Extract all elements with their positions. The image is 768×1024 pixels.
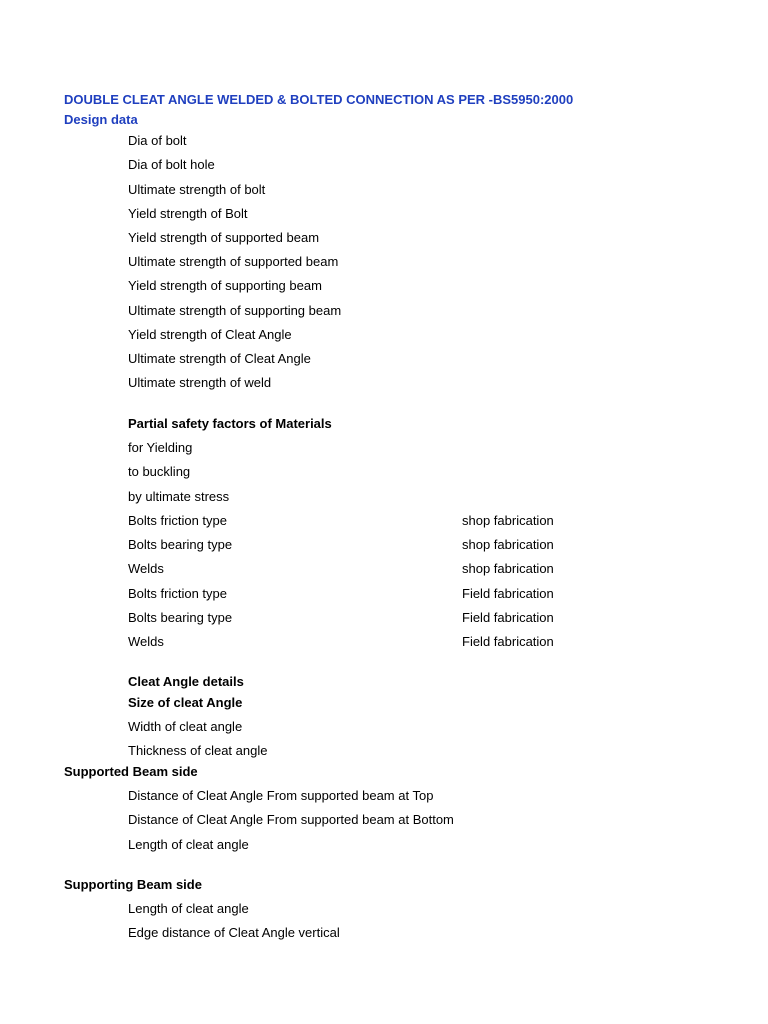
design-item: Dia of bolt hole: [128, 157, 215, 172]
safety-item-note: shop fabrication: [462, 513, 554, 528]
cleat-angle-item: Width of cleat angle: [128, 719, 243, 734]
safety-item-label: Welds: [128, 634, 164, 649]
cleat-angle-heading: Cleat Angle details: [128, 674, 244, 689]
design-item: Ultimate strength of weld: [128, 375, 272, 390]
cleat-angle-subheading: Size of cleat Angle: [128, 695, 243, 710]
safety-item-label: Bolts bearing type: [128, 610, 233, 625]
design-item: Ultimate strength of supporting beam: [128, 303, 342, 318]
design-item: Ultimate strength of Cleat Angle: [128, 351, 311, 366]
safety-item-label: for Yielding: [128, 440, 193, 455]
safety-item-label: Bolts bearing type: [128, 537, 233, 552]
design-item: Yield strength of Cleat Angle: [128, 327, 292, 342]
safety-item-label: Bolts friction type: [128, 513, 227, 528]
safety-item-label: by ultimate stress: [128, 489, 230, 504]
safety-item-note: Field fabrication: [462, 634, 554, 649]
safety-item-label: Welds: [128, 561, 164, 576]
supported-beam-item: Distance of Cleat Angle From supported beam at Top: [128, 788, 434, 803]
supporting-beam-heading: Supporting Beam side: [64, 877, 202, 892]
design-item: Yield strength of Bolt: [128, 206, 248, 221]
supporting-beam-item: Edge distance of Cleat Angle vertical: [128, 925, 340, 940]
safety-item-note: Field fabrication: [462, 610, 554, 625]
safety-item-label: to buckling: [128, 464, 191, 479]
design-item: Yield strength of supporting beam: [128, 278, 322, 293]
safety-item-note: shop fabrication: [462, 561, 554, 576]
design-item: Ultimate strength of bolt: [128, 182, 266, 197]
design-item: Ultimate strength of supported beam: [128, 254, 339, 269]
design-item: Yield strength of supported beam: [128, 230, 320, 245]
cleat-angle-item: Thickness of cleat angle: [128, 743, 268, 758]
safety-item-note: shop fabrication: [462, 537, 554, 552]
design-data-heading: Design data: [64, 112, 138, 127]
safety-item-note: Field fabrication: [462, 586, 554, 601]
supported-beam-heading: Supported Beam side: [64, 764, 198, 779]
supported-beam-item: Length of cleat angle: [128, 837, 249, 852]
safety-factors-heading: Partial safety factors of Materials: [128, 416, 332, 431]
document-title: DOUBLE CLEAT ANGLE WELDED & BOLTED CONNECTION AS PER -BS5950:2000: [64, 92, 574, 107]
supported-beam-item: Distance of Cleat Angle From supported beam at Bottom: [128, 812, 454, 827]
design-item: Dia of bolt: [128, 133, 187, 148]
supporting-beam-item: Length of cleat angle: [128, 901, 249, 916]
safety-item-label: Bolts friction type: [128, 586, 227, 601]
